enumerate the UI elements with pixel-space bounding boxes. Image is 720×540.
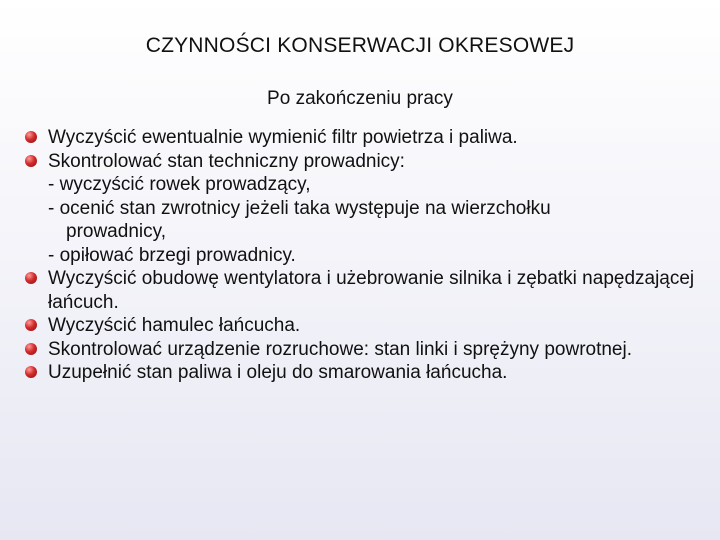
bullet-item: [24, 314, 704, 338]
bullet-item: [24, 126, 704, 150]
sub-item: - opiłować brzegi prowadnicy.: [48, 244, 296, 266]
bullet-text: Wyczyścić obudowę wentylatora i użebrowanie silnika i zębatki napędzającej łańcuch.: [48, 268, 695, 313]
bullet-item: [24, 338, 704, 362]
bullet-icon: [25, 319, 37, 331]
slide-subtitle: Po zakończeniu pracy: [267, 88, 453, 109]
bullet-text: Wyczyścić hamulec łańcucha.: [48, 315, 301, 336]
bullet-text: Skontrolować urządzenie rozruchowe: stan linki i sprężyny powrotnej.: [48, 338, 632, 360]
bullet-icon: [25, 343, 37, 355]
bullet-icon: [25, 272, 37, 284]
bullet-icon: [25, 366, 37, 378]
bullet-icon: [25, 131, 37, 143]
bullet-item: [24, 150, 704, 268]
bullet-text: Uzupełnić stan paliwa i oleju do smarowania łańcucha.: [48, 362, 508, 383]
bullet-text: Skontrolować stan techniczny prowadnicy:: [48, 150, 405, 172]
sub-item: - ocenić stan zwrotnicy jeżeli taka występuje na wierzchołku: [48, 197, 551, 219]
bullet-icon: [25, 155, 37, 167]
slide-title: CZYNNOŚCI KONSERWACJI OKRESOWEJ: [145, 34, 575, 57]
bullet-item: [24, 267, 704, 314]
sub-item-continuation: prowadnicy,: [66, 221, 166, 242]
sub-item: - wyczyścić rowek prowadzący,: [48, 174, 311, 195]
bullet-text: Wyczyścić ewentualnie wymienić filtr powietrza i paliwa.: [48, 127, 518, 148]
bullet-item: [24, 361, 704, 385]
bullet-list: [24, 126, 704, 385]
